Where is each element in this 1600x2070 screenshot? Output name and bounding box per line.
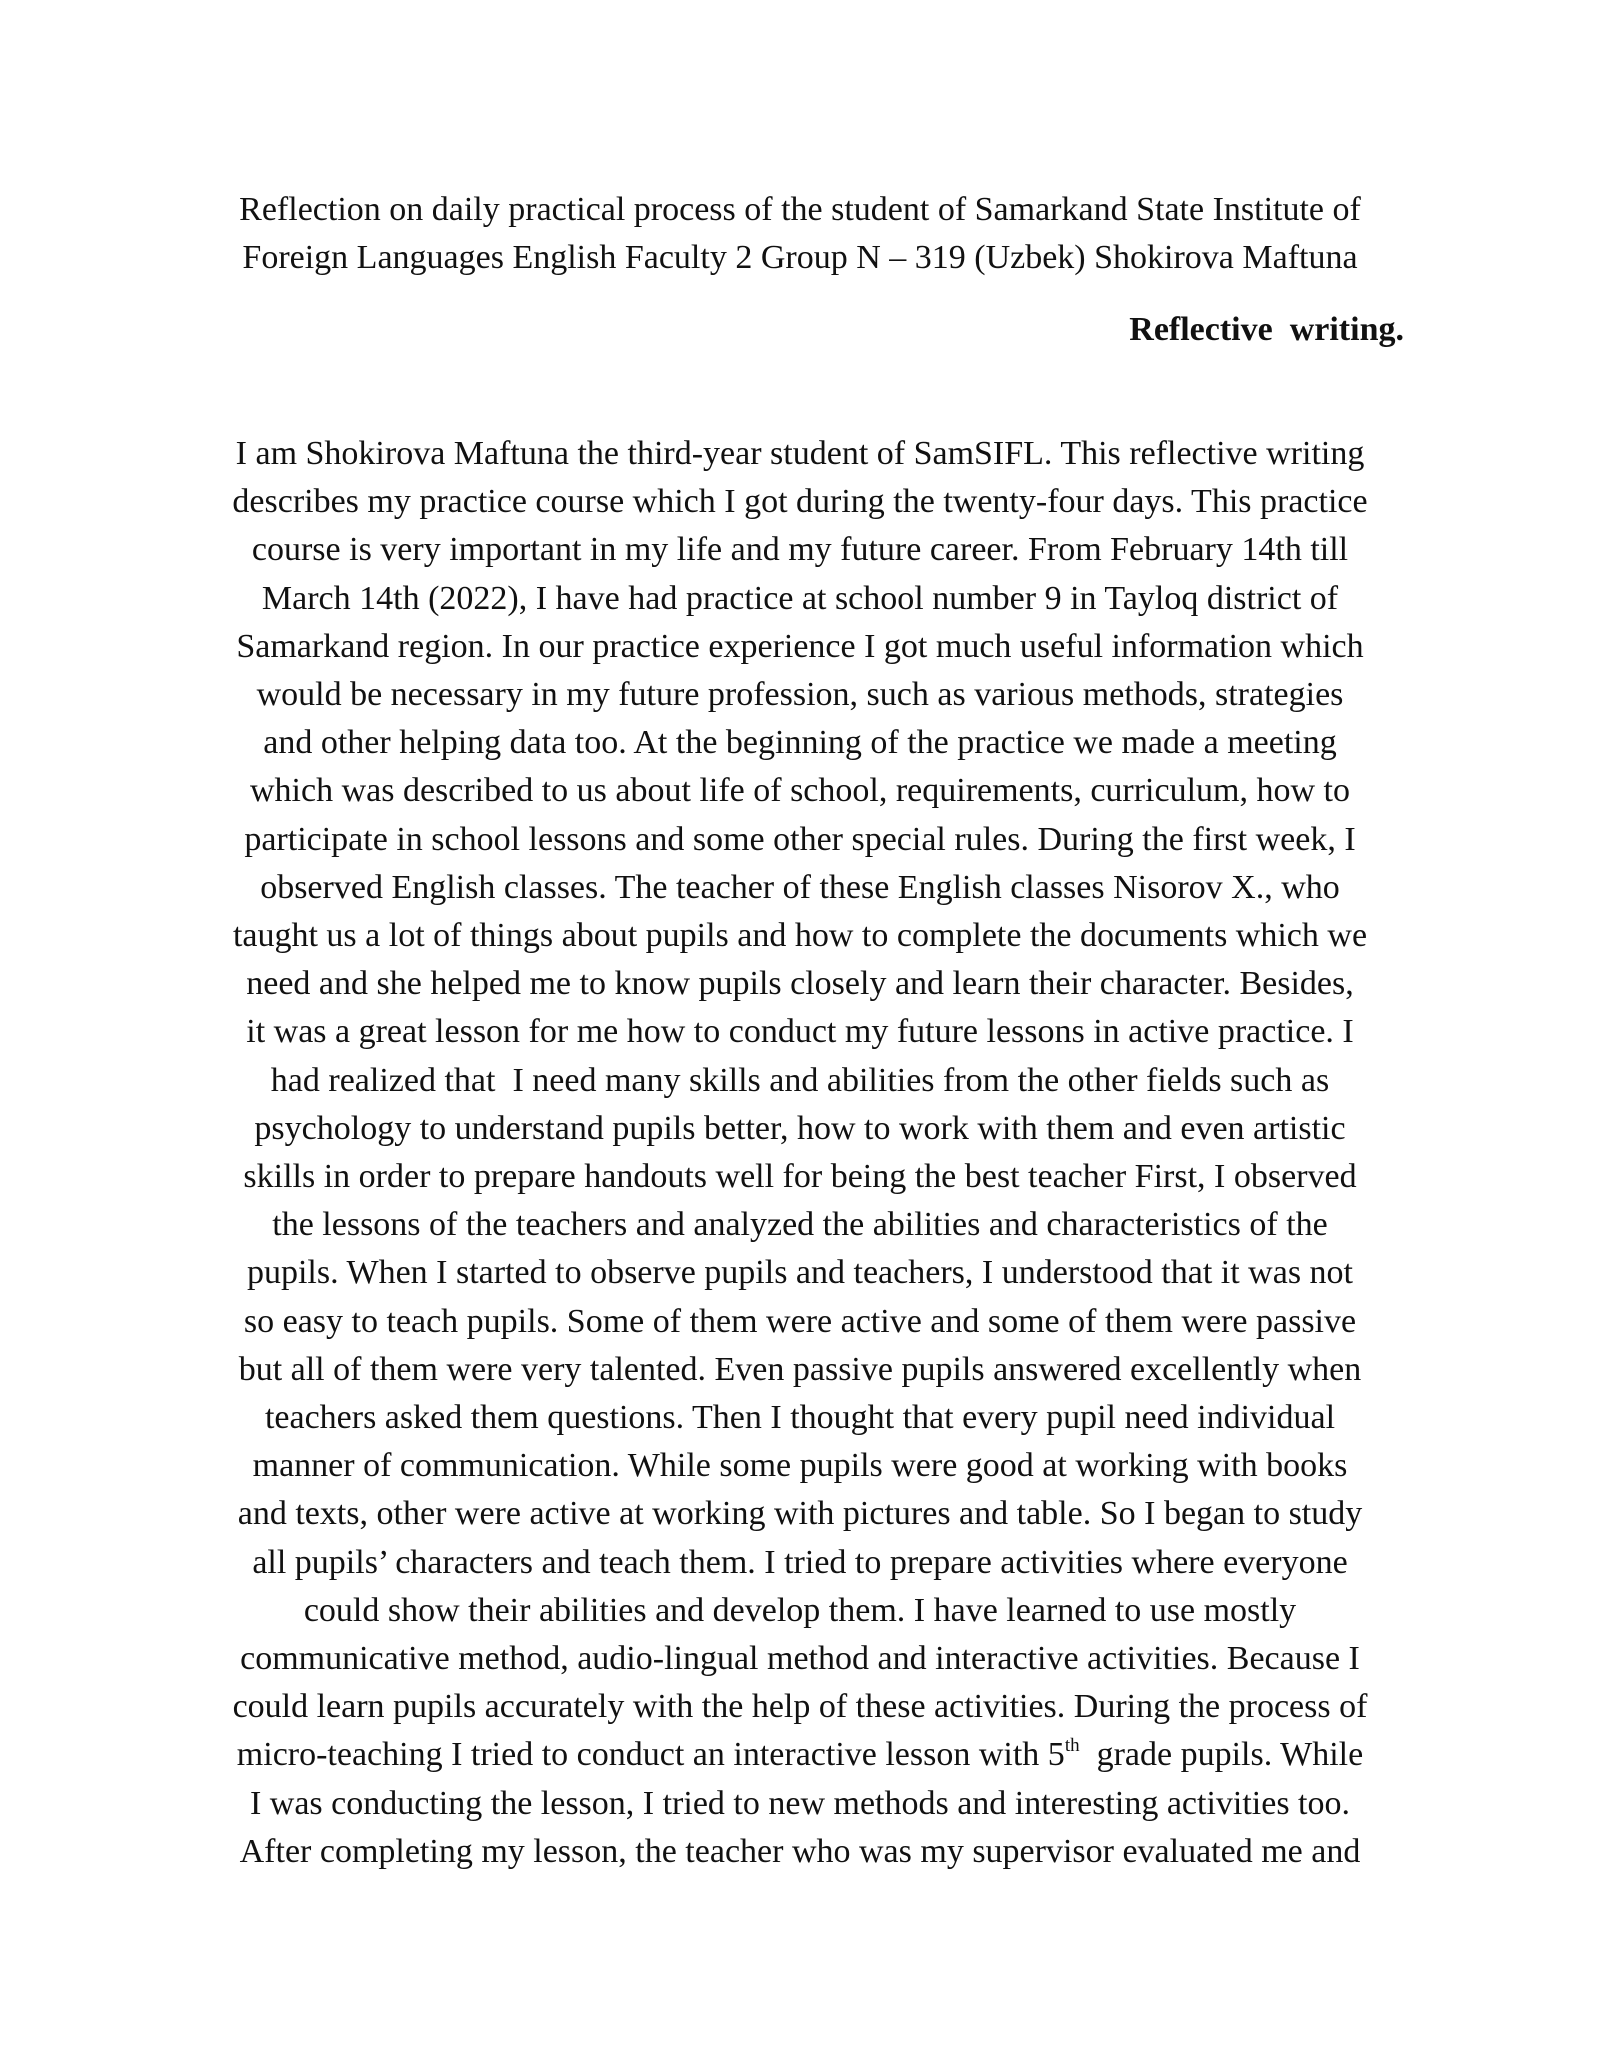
body-line: could show their abilities and develop them. I have learned to use mostly bbox=[303, 1591, 1297, 1629]
body-line: all pupils’ characters and teach them. I tried to prepare activities where everyone bbox=[252, 1543, 1348, 1581]
body-line: would be necessary in my future profession, such as various methods, strategies bbox=[256, 676, 1344, 714]
header-line: Foreign Languages English Faculty 2 Group N – 319 (Uzbek) Shokirova Maftuna bbox=[242, 239, 1358, 276]
body-line: the lessons of the teachers and analyzed the abilities and characteristics of the bbox=[272, 1206, 1328, 1244]
body-line: so easy to teach pupils. Some of them were active and some of them were passive bbox=[243, 1302, 1357, 1340]
body-line: I was conducting the lesson, I tried to new methods and interesting activities too. bbox=[249, 1784, 1351, 1822]
body-line: and texts, other were active at working with pictures and table. So I began to study bbox=[237, 1495, 1363, 1533]
section-heading: Reflective writing. bbox=[1129, 311, 1404, 348]
body-line: I am Shokirova Maftuna the third-year student of SamSIFL. This reflective writing bbox=[235, 435, 1365, 472]
body-text bbox=[150, 430, 1450, 1876]
micro-line-after: grade pupils. While bbox=[1079, 1736, 1364, 1774]
body-line: course is very important in my life and my future career. From February 14th till bbox=[251, 531, 1349, 569]
body-line: observed English classes. The teacher of these English classes Nisorov X., who bbox=[260, 868, 1340, 906]
body-line: had realized that I need many skills and abilities from the other fields such as bbox=[270, 1061, 1330, 1099]
body-line: manner of communication. While some pupils were good at working with books bbox=[252, 1447, 1348, 1485]
body-line: taught us a lot of things about pupils and how to complete the documents which we bbox=[232, 917, 1368, 955]
body-line: it was a great lesson for me how to conduct my future lessons in active practice. I bbox=[246, 1013, 1354, 1051]
body-line: participate in school lessons and some other special rules. During the first week, I bbox=[244, 820, 1356, 858]
body-line: psychology to understand pupils better, how to work with them and even artistic bbox=[254, 1109, 1346, 1147]
body-line: communicative method, audio-lingual method and interactive activities. Because I bbox=[240, 1640, 1360, 1678]
body-line: could learn pupils accurately with the help of these activities. During the process of bbox=[232, 1688, 1368, 1726]
body-line: March 14th (2022), I have had practice at school number 9 in Tayloq district of bbox=[261, 579, 1339, 617]
micro-line-before: micro-teaching I tried to conduct an interactive lesson with 5 bbox=[236, 1736, 1065, 1774]
body-line: teachers asked them questions. Then I thought that every pupil need individual bbox=[264, 1399, 1336, 1437]
body-line: and other helping data too. At the beginning of the practice we made a meeting bbox=[263, 724, 1337, 762]
body-line-micro-teaching bbox=[150, 1731, 1450, 1779]
document-header bbox=[175, 186, 1425, 282]
body-line: Samarkand region. In our practice experience I got much useful information which bbox=[236, 627, 1364, 665]
body-line: need and she helped me to know pupils closely and learn their character. Besides, bbox=[246, 965, 1354, 1003]
body-line: but all of them were very talented. Even passive pupils answered excellently when bbox=[238, 1350, 1362, 1388]
body-line: skills in order to prepare handouts well for being the best teacher First, I observed bbox=[243, 1158, 1357, 1196]
body-line: describes my practice course which I got during the twenty-four days. This practice bbox=[232, 483, 1368, 521]
body-line: which was described to us about life of school, requirements, curriculum, how to bbox=[249, 772, 1350, 810]
body-line: pupils. When I started to observe pupils and teachers, I understood that it was not bbox=[246, 1254, 1353, 1292]
header-line: Reflection on daily practical process of the student of Samarkand State Institute of bbox=[239, 191, 1361, 228]
ordinal-superscript: th bbox=[1064, 1735, 1080, 1757]
body-line: After completing my lesson, the teacher who was my supervisor evaluated me and bbox=[239, 1832, 1361, 1870]
